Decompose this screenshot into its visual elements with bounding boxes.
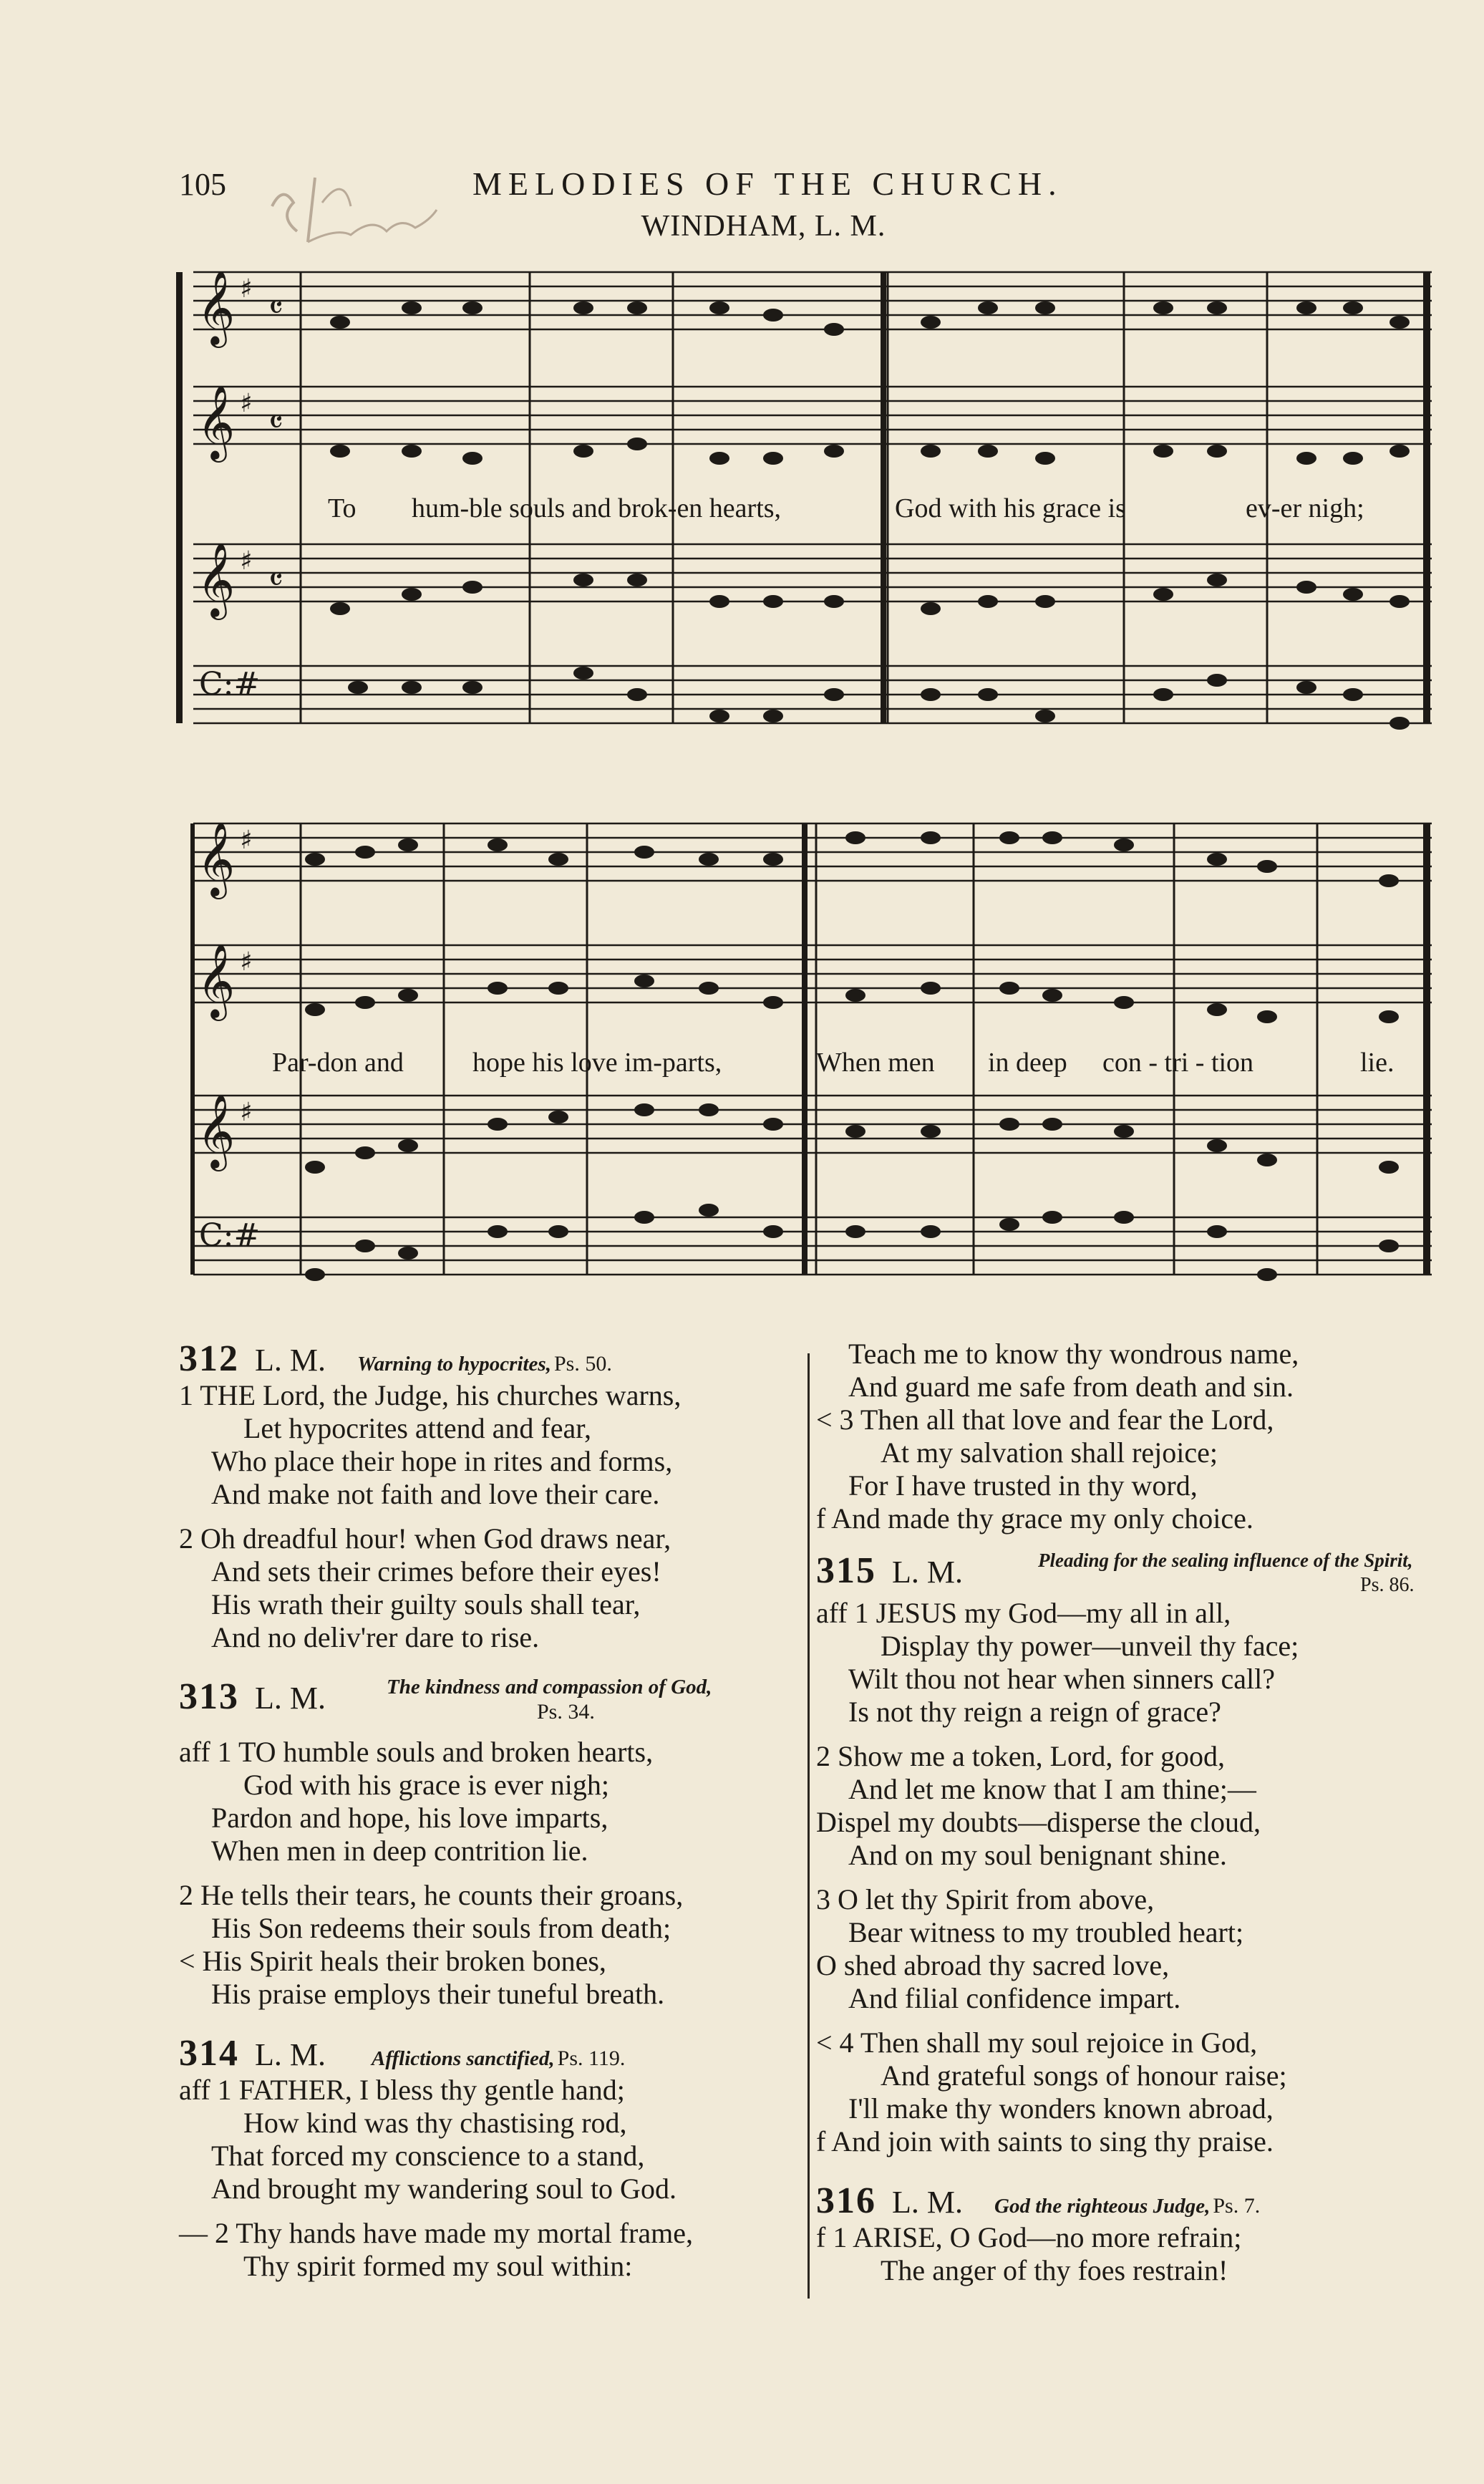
verse-line: And on my soul benignant shine. <box>848 1839 1227 1871</box>
hymn-meter: L. M. <box>255 2037 326 2072</box>
lyric-fragment: God with his grace is <box>895 493 1126 523</box>
hymn-topic: The kindness and compassion of God, <box>387 1676 712 1698</box>
stanza <box>816 1740 1446 1872</box>
svg-text:C:#: C:# <box>199 666 261 702</box>
lyric-fragment: When men <box>816 1048 935 1078</box>
lyric-fragment: ev-er nigh; <box>1246 493 1364 523</box>
verse-line: 1 THE Lord, the Judge, his churches warns, <box>179 1379 682 1411</box>
lyric-fragment: Par-don and <box>272 1048 404 1078</box>
verse-line: < 3 Then all that love and fear the Lord, <box>816 1403 1274 1436</box>
verse-line: Dispel my doubts—disperse the cloud, <box>816 1806 1261 1838</box>
svg-text:♯: ♯ <box>240 1098 253 1127</box>
music-system-1 <box>172 265 1439 752</box>
stanza <box>179 1522 802 1654</box>
verse-line: And brought my wandering soul to God. <box>211 2173 676 2205</box>
lyric-fragment: hum-ble souls and brok-en hearts, <box>412 493 782 523</box>
hymn-314-continuation <box>816 1338 1446 1535</box>
verse-line: f 1 ARISE, O God—no more refrain; <box>816 2221 1242 2253</box>
hymn-number: 314 <box>179 2033 239 2074</box>
verse-line: And sets their crimes before their eyes! <box>211 1555 661 1587</box>
hymn-312 <box>179 1338 802 1654</box>
verse-line: Pardon and hope, his love imparts, <box>211 1802 608 1834</box>
hymn-reference: Ps. 7. <box>1213 2194 1261 2218</box>
stanza <box>816 2026 1446 2158</box>
svg-text:♯: ♯ <box>240 826 253 855</box>
hymn-reference: Ps. 50. <box>553 1352 612 1376</box>
lyrics-system-2 <box>172 1047 1439 1083</box>
verse-line: O shed abroad thy sacred love, <box>816 1949 1170 1981</box>
verse-line: The anger of thy foes restrain! <box>881 2254 1228 2286</box>
verse-line: When men in deep contrition lie. <box>211 1835 588 1867</box>
verse-line: Is not thy reign a reign of grace? <box>848 1696 1221 1728</box>
verse-line: His Son redeems their souls from death; <box>211 1912 671 1944</box>
verse-line: And let me know that I am thine;— <box>848 1773 1256 1805</box>
lyric-fragment: in deep <box>988 1048 1067 1078</box>
svg-text:𝄴: 𝄴 <box>268 402 283 441</box>
verse-line: Bear witness to my troubled heart; <box>848 1916 1244 1948</box>
stanza <box>179 2217 802 2283</box>
verse-line: Wilt thou not hear when sinners call? <box>848 1663 1275 1695</box>
svg-text:𝄞: 𝄞 <box>197 943 236 1018</box>
stanza <box>179 1879 802 2011</box>
stanza <box>816 1597 1446 1729</box>
verse-line: f And join with saints to sing thy praise. <box>816 2125 1274 2157</box>
verse-line: aff 1 FATHER, I bless thy gentle hand; <box>179 2074 625 2106</box>
lyric-fragment: lie. <box>1360 1048 1395 1078</box>
hymn-314 <box>179 2032 802 2283</box>
verse-line: < His Spirit heals their broken bones, <box>179 1945 606 1977</box>
verse-line: Thy spirit formed my soul within: <box>243 2250 633 2282</box>
verse-line: And no deliv'rer dare to rise. <box>211 1621 540 1653</box>
running-title: MELODIES OF THE CHURCH. <box>472 165 1063 202</box>
verse-line: His praise employs their tuneful breath. <box>211 1978 665 2010</box>
svg-text:𝄴: 𝄴 <box>268 560 283 599</box>
verse-line: f And made thy grace my only choice. <box>816 1502 1253 1535</box>
svg-text:𝄞: 𝄞 <box>197 542 236 617</box>
svg-text:C:#: C:# <box>199 1217 261 1254</box>
hymn-topic: Pleading for the sealing influence of the Spirit, <box>1038 1550 1413 1571</box>
music-system-2 <box>172 816 1439 1303</box>
hymn-reference: Ps. 34. <box>537 1700 595 1724</box>
hymn-reference: Ps. 86. <box>1360 1574 1415 1596</box>
svg-text:𝄴: 𝄴 <box>268 288 283 327</box>
verse-line: His wrath their guilty souls shall tear, <box>211 1588 641 1620</box>
hymn-heading <box>179 1676 802 1736</box>
stanza <box>179 1379 802 1511</box>
page-number: 105 <box>179 167 226 202</box>
svg-text:♯: ♯ <box>240 947 253 977</box>
verse-line: I'll make thy wonders known abroad, <box>848 2092 1274 2125</box>
verse-line: Display thy power—unveil thy face; <box>881 1630 1299 1662</box>
lyric-fragment: hope his love im-parts, <box>472 1048 722 1078</box>
hymn-316 <box>816 2180 1446 2287</box>
verse-line: At my salvation shall rejoice; <box>881 1436 1218 1469</box>
lyric-fragment: To <box>328 493 357 523</box>
right-column <box>816 1338 1446 2309</box>
verse-line: aff 1 TO humble souls and broken hearts, <box>179 1736 654 1768</box>
page-header <box>179 163 1324 206</box>
verse-line: For I have trusted in thy word, <box>848 1469 1198 1502</box>
hymn-heading <box>816 1550 1446 1597</box>
tune-title: WINDHAM, L. M. <box>641 210 886 243</box>
verse-line: 2 Oh dreadful hour! when God draws near, <box>179 1522 671 1555</box>
verse-line: Let hypocrites attend and fear, <box>243 1412 591 1444</box>
verse-line: And make not faith and love their care. <box>211 1478 660 1510</box>
hymn-315 <box>816 1550 1446 2158</box>
verse-line: And grateful songs of honour raise; <box>881 2059 1287 2092</box>
hymn-meter: L. M. <box>892 2185 963 2220</box>
column-divider <box>808 1353 810 2299</box>
verse-line: Teach me to know thy wondrous name, <box>848 1338 1299 1370</box>
stanza <box>816 1883 1446 2015</box>
hymn-heading <box>816 2180 1446 2221</box>
verse-line: And guard me safe from death and sin. <box>848 1371 1294 1403</box>
svg-text:𝄞: 𝄞 <box>197 385 236 460</box>
hymn-meter: L. M. <box>892 1555 963 1590</box>
left-column <box>179 1338 802 2304</box>
verse-line: < 4 Then shall my soul rejoice in God, <box>816 2026 1258 2059</box>
verse-line: 2 Show me a token, Lord, for good, <box>816 1740 1226 1772</box>
hymn-reference: Ps. 119. <box>557 2046 626 2070</box>
hymn-meter: L. M. <box>255 1681 326 1716</box>
hymn-meter: L. M. <box>255 1343 326 1378</box>
lyrics-system-1 <box>172 493 1439 528</box>
svg-text:♯: ♯ <box>240 389 253 418</box>
verse-line: God with his grace is ever nigh; <box>243 1769 609 1801</box>
hymn-number: 316 <box>816 2180 876 2221</box>
verse-line: How kind was thy chastising rod, <box>243 2107 627 2139</box>
verse-line: 3 O let thy Spirit from above, <box>816 1883 1155 1915</box>
svg-text:♯: ♯ <box>240 274 253 304</box>
verse-line: aff 1 JESUS my God—my all in all, <box>816 1597 1231 1629</box>
svg-text:𝄞: 𝄞 <box>197 821 236 897</box>
svg-text:♯: ♯ <box>240 546 253 576</box>
hymn-number: 313 <box>179 1676 239 1717</box>
hymn-number: 315 <box>816 1550 876 1591</box>
svg-text:𝄞: 𝄞 <box>197 1093 236 1169</box>
lyric-fragment: con - tri - tion <box>1102 1048 1254 1078</box>
verse-line: And filial confidence impart. <box>848 1982 1181 2014</box>
hymn-heading <box>179 2032 802 2074</box>
stanza <box>179 1736 802 1867</box>
hymn-topic: Afflictions sanctified, <box>372 2047 555 2070</box>
hymn-topic: God the righteous Judge, <box>994 2195 1211 2218</box>
hymn-heading <box>179 1338 802 1379</box>
verse-line: That forced my conscience to a stand, <box>211 2140 645 2172</box>
hymn-313 <box>179 1676 802 2011</box>
hymn-number: 312 <box>179 1338 239 1379</box>
verse-line: Who place their hope in rites and forms, <box>211 1445 673 1477</box>
verse-line: — 2 Thy hands have made my mortal frame, <box>179 2217 693 2249</box>
hymn-topic: Warning to hypocrites, <box>357 1353 551 1376</box>
svg-text:𝄞: 𝄞 <box>197 270 236 345</box>
stanza <box>816 2221 1446 2287</box>
verse-line: 2 He tells their tears, he counts their groans, <box>179 1879 684 1911</box>
stanza <box>179 2074 802 2205</box>
